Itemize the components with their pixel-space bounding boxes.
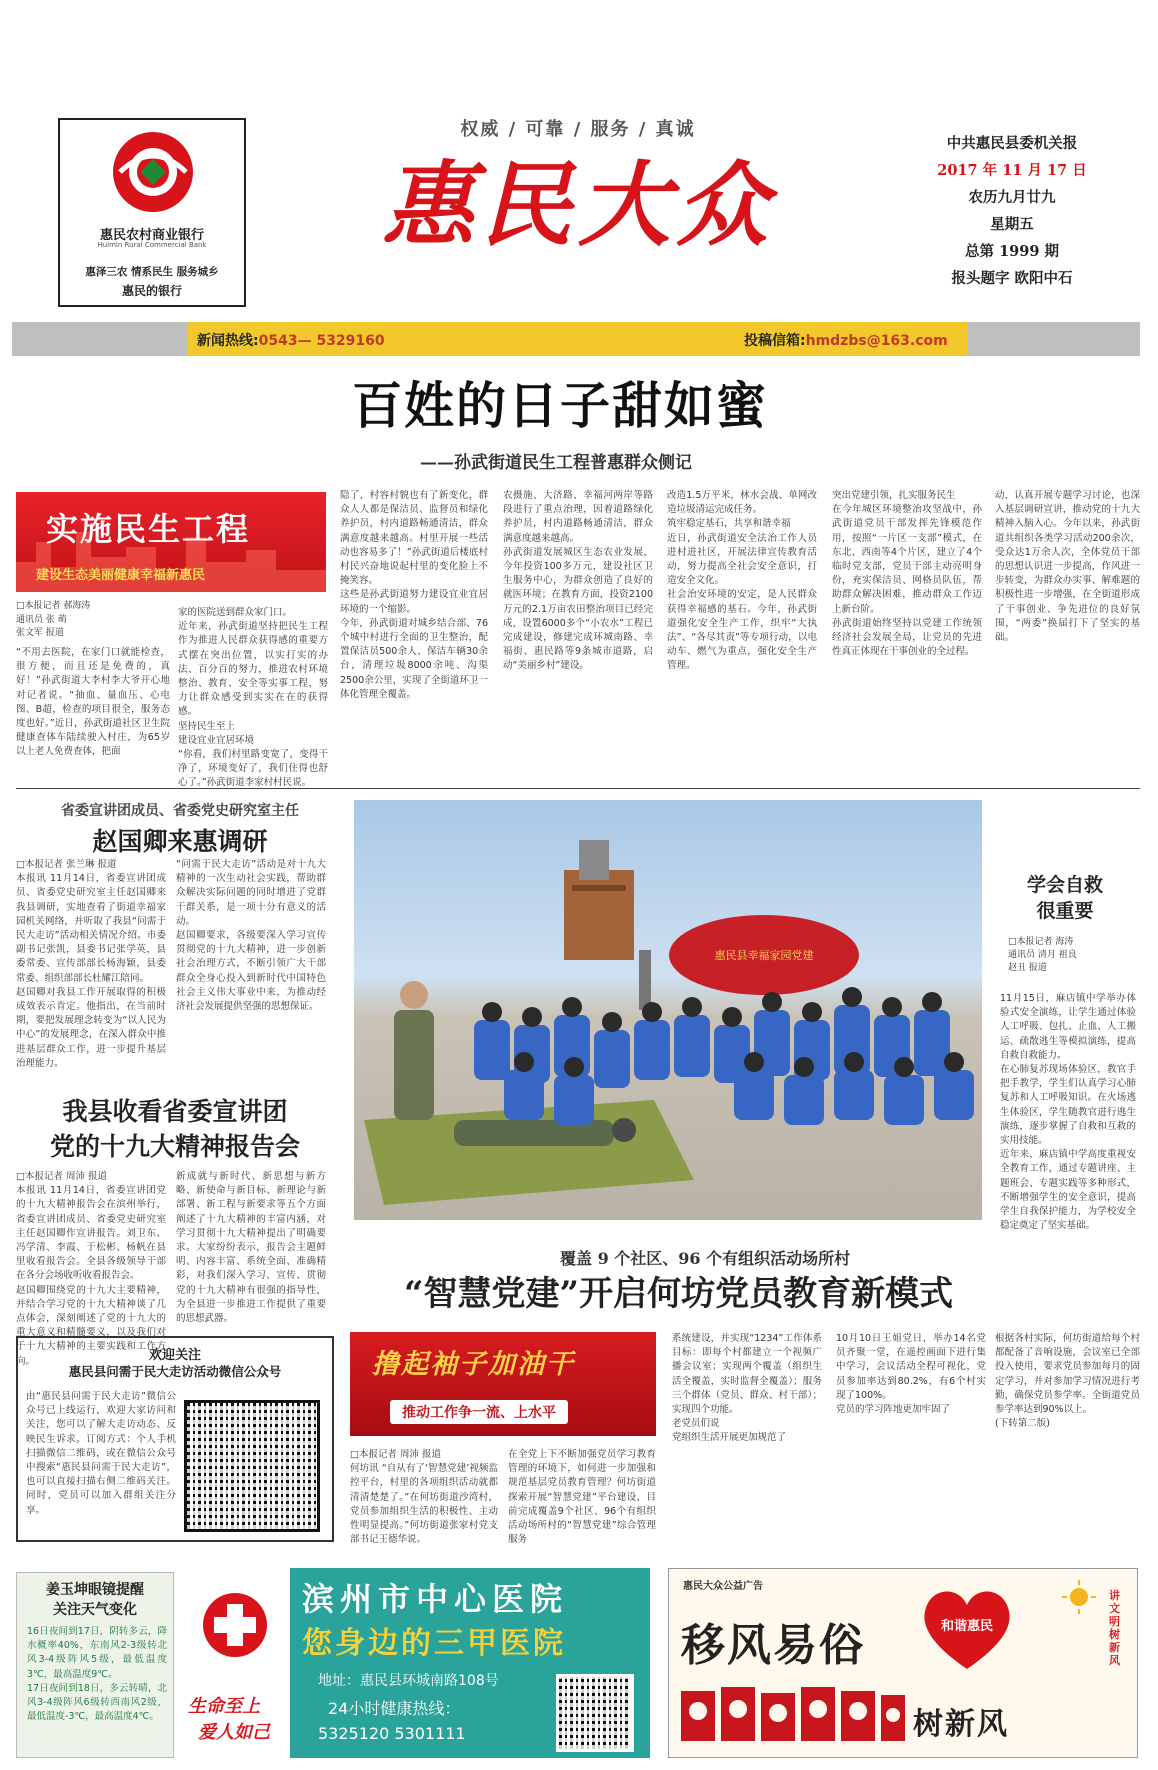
lead-col-5: 改造1.5万平米，林水会战、单网改造垃圾清运完成任务。 筑牢稳定基石，共享和谐幸福 近日，孙武街道安全法治工作人员进村进社区，开展法律宣传教育活动，努力提高全社会安全意识，打造安全文化。 社会治安环境的安定，是人民群众获得幸福感的基石。今年，孙武街道强化安全生产工作，织牢“大执法”、“各尽其责”等专项行动，以电动车、燃气为重点，强化安全生产管理。 [667, 490, 817, 672]
wechat-subtitle: 惠民县问需于民大走访活动微信公众号 [68, 1364, 282, 1379]
partybuild-banner-title: 撸起袖子加油干 [372, 1349, 575, 1380]
drill-scene-icon [354, 800, 982, 1220]
lead-headline: 百姓的日子甜如蜜 [352, 377, 768, 435]
email-address: hmdzbs@163.com [805, 333, 948, 349]
issue-line: 总第 1999 期 [965, 243, 1059, 260]
bank-name: 惠民农村商业银行 [99, 228, 204, 243]
hospital-name: 滨州市中心医院 [302, 1580, 569, 1618]
safety-byline: □本报记者 海涛 通讯员 清月 祖良 赵丑 报道 [1008, 937, 1077, 973]
partybuild-col-5: 根据各村实际，何坊街道给每个村都配备了音响设施，会议室已全部投入使用，要求党员参加每月的固定学习，并对参加学习情况进行考勤，确保党员参学率。全街道党员参学率达到90%以上。 (下转第二版) [995, 1333, 1140, 1430]
hospital-qr-code[interactable] [556, 1674, 634, 1752]
photo-caption-kicker: 覆盖 9 个社区、96 个有组织活动场所村 [560, 1249, 851, 1268]
lead-col-1: “不用去医院，在家门口就能检查，很方便，而且还是免费的，真好！”孙武街道大李村李大爷开心地对记者说。“抽血、量血压、心电图、B超，检查的项目很全，服务态度也好。”近日，孙武街道社区卫生院健康查体车陆续驶入村庄，为65岁以上老人免费查体，把面 [16, 647, 170, 758]
partybuild-headline: “智慧党建”开启何坊党员教育新模式 [404, 1274, 954, 1314]
sign-text: 惠民县幸福家园党建 [714, 949, 814, 962]
lead-subhead: ——孙武街道民生工程普惠群众侧记 [420, 453, 692, 473]
bank-slogan: 惠泽三农 情系民生 服务城乡 [85, 266, 219, 278]
wechat-title: 欢迎关注 [148, 1348, 201, 1363]
hospital-motto-2: 爱人如己 [198, 1722, 270, 1743]
watch-col-1: □本报记者 周沛 报道 本报讯 11月14日，省委宣讲团党的十九大精神报告会在滨州举行，省委宣讲团成员、省委党史研究室主任赵国卿作宣讲报告。刘卫东、冯学清、李霞、于松彬、杨帆在县里收看报告会。全县各级领导干部在各分会场收听收看报告会。 赵国卿围绕党的十九大主要精神，并结合学习党的十九大精神谈了几点体会，深刻阐述了党的十九大的重大意义和精髓要义，以及我们对于十九大精神的主要实践和工作方向。 [16, 1171, 166, 1367]
lead-banner-title: 实施民生工程 [46, 510, 251, 548]
safety-body: 11月15日，麻店镇中学举办体验式安全演练，让学生通过体验人工呼吸、包扎、止血、人工搬运、疏散逃生等模拟演练，提高自救自救能力。 在心肺复苏现场体验区，教官手把手教学，学生们认真学习心肺复苏和人工呼吸知识。在火场逃生体验区，学生随教官进行逃生演练，逐步掌握了自救和互救的实用技能。 近年来，麻店镇中学高度重视安全教育工作，通过专题讲座、主题班会、专题实践等多种形式，不断增强学生的安全意识，提高学生自我保护能力，为学校安全稳定奠定了坚实基础。 [1000, 993, 1136, 1232]
email-label: 投稿信箱: [744, 333, 806, 349]
bank-logo-icon [100, 130, 206, 218]
hospital-slogan: 您身边的三甲医院 [302, 1626, 566, 1661]
lead-col-4: 农摄施、大济路、幸福河两岸等路段进行了重点治理，因着道路绿化养护员，村内道路畅通清洁，群众满意度越来越高。 孙武街道发展城区生态农业发展，今年投资100多万元，建设社区卫生服务中心，为群众创造了良好的就医环境；在教育方面，投资2100万元的2.1万亩农田整治项目已经完成，设置6000多个“小农水”工程已完成建设，修建完成环城南路、幸福街、惠民路等9条城市道路，启动“美丽乡村”建设。 [503, 490, 653, 672]
hotline [197, 330, 385, 350]
lead-byline: □本报记者 郝海涛 通讯员 张 萌 张文军 报道 [16, 601, 91, 638]
hospital-phones: 5325120 5301111 [318, 1724, 466, 1743]
hotline-label: 新闻热线: [197, 333, 259, 349]
partybuild-col-4: 10月10日王姐党日，举办14名党员齐聚一堂，在遥控画面下进行集中学习，会议活动全程可视化，党员参加率达到80.2%，有6个村实现了100%。 党员的学习阵地更加牢固了 [836, 1333, 986, 1416]
public-ad-label: 惠民大众公益广告 [683, 1581, 763, 1592]
weekday-line: 星期五 [990, 216, 1034, 233]
sun-icon [1061, 1579, 1097, 1615]
partybuild-banner-sub: 推动工作争一流、上水平 [390, 1400, 568, 1424]
public-ad-big: 移风易俗 [681, 1620, 865, 1671]
hotline-bar [12, 322, 1140, 356]
papercut-border-icon [681, 1681, 907, 1747]
drill-photo [354, 800, 982, 1220]
visit-col-1: □本报记者 张兰琳 报道 本报讯 11月14日，省委宣讲团成员、省委党史研究室主任赵国卿来我县调研，实地查看了街道幸福家园机关网络，并听取了我县“问需于民大走访”活动相关情况介绍。市委副书记张凯，县委书记张学英，县委常委、宣传部部长杨海颖，县委常委、组织部部长杜耀江陪同。 赵国卿对我县工作开展取得的积极成效表示肯定。他指出，在当前时期，要把发展理念转变为“以人民为中心”的发展理念，在深入群众中推进基层群众工作，进一步提升基层治理能力。 [16, 859, 166, 1069]
lead-col-2: 家的医院送到群众家门口。 近年来，孙武街道坚持把民生工程作为推进人民群众获得感的重要方式摆在突出位置，以实打实的办法、百分百的努力，推进农村环境整治、教育、安全等实事工程，努力让群众感受到实实在在的获得感。 坚持民生至上 建设宜业宜居环境 “你看，我们村里路变宽了，变得干净了，环境变好了，我们住得也舒心了。”孙武街道李家村村民说。 [178, 607, 328, 789]
public-ad-sub: 树新风 [913, 1707, 1009, 1742]
bank-ad [58, 118, 246, 307]
weather-title: 姜玉坤眼镜提醒 [46, 1582, 144, 1598]
divider [16, 788, 1140, 789]
public-service-ad [668, 1568, 1138, 1758]
organ-line: 中共惠民县委机关报 [946, 135, 1078, 152]
paper-info [912, 130, 1112, 292]
wechat-body: 由“惠民县问需于民大走访”微信公众号已上线运行，欢迎大家访问和关注，您可以了解大走访动态、反映民生诉求。订阅方式：个人手机扫描微信二维码，或在微信公众号中搜索“惠民县问需于民大走访”，也可以直接扫描右侧二维码关注。同时，党员可以加入群组关注分享。 [26, 1391, 176, 1516]
weather-box [16, 1572, 174, 1758]
bank-name-en: Huimin Rural Commercial Bank [97, 241, 207, 249]
partybuild-banner [350, 1332, 656, 1436]
wechat-qr-code[interactable] [184, 1400, 320, 1532]
visit-col-2: “问需于民大走访”活动是对十九大精神的一次生动社会实践，帮助群众解决实际问题的同时增进了党群干群关系，是一项十分有意义的活动。 赵国卿要求，各级要深入学习宣传贯彻党的十九大精神，进一步创新社会治理方式，不断引领广大干部群众全身心投入到新时代中国特色社会主义伟大事业中来，为推动经济社会发展提供坚强的思想保证。 [176, 859, 326, 1013]
visit-kicker: 省委宣讲团成员、省委党史研究室主任 [61, 803, 299, 819]
paper-title: 惠民大众 [381, 151, 774, 259]
hotline-number: 0543— 5329160 [258, 333, 385, 349]
lead-banner-sub: 建设生态美丽健康幸福新惠民 [36, 568, 206, 583]
lead-banner [16, 492, 326, 592]
lead-col-6: 突出党建引领，扎实服务民生 在今年城区环境整治攻坚战中，孙武街道党员干部发挥先锋模范作用，按照“一片区一支部”模式，在东北、西南等4个片区，建立了4个临时党支部，党员干部主动亮明身份，充实保洁员、网格员队伍，帮助群众解决困难，推动群众工作迈上新台阶。 孙武街道始终坚持以党建工作统领经济社会发展全局，让党员的先进性真正体现在干事创业的全过程。 [832, 490, 982, 658]
hospital-motto-1: 生命至上 [188, 1696, 260, 1717]
lead-col-3: 隐了，村容村貌也有了新变化，群众人人都是保洁员、监督员和绿化养护员，村内道路畅通清洁，群众满意度越来越高。村里开展一些活动也容易多了！”孙武街道后楼底村村民兴奋地说起村里的变化脸上不掩笑容。 这些是孙武街道努力建设宜业宜居环境的一个缩影。 今年，孙武街道对城乡结合部、76个城中村进行全面的卫生整治，配置保洁员500余人、保洁车辆30余台，清理垃圾8000余吨、沟渠2500余公里，实现了全街道环卫一体化管理全覆盖。 [340, 490, 488, 700]
partybuild-col-1: □本报记者 周沛 报道 何坊讯 “自从有了‘智慧党建’视频监控平台，村里的各项组织活动就都清清楚楚了。”在何坊街道沙湾村，党员参加组织生活的积极性、主动性明显提高。”何坊街道张家村党支部书记王德华说。 [350, 1449, 498, 1546]
lead-col-7: 动，认真开展专题学习讨论，也深入基层调研宣讲，推动党的十九大精神入脑入心。今年以来，孙武街道共组织各类学习活动200余次，受众达1万余人次，全体党员干部的思想认识进一步提高，作风进一步转变，为群众办实事、解难题的积极性进一步增强，在全街道形成了干事创业、争先进位的良好氛围，“两委”换届打下了坚实的基础。 [995, 490, 1140, 644]
email [744, 330, 948, 350]
partybuild-col-3: 系统建设，并实现“1234”工作体系目标：即每个村都建立一个视频广播会议室；实现两个覆盖（组织生活全覆盖，实时监督全覆盖）；服务三个群体（党员、群众、村干部）；实现四个功能。 老党员们说 党组织生活开展更加规范了 [672, 1333, 822, 1444]
date-line: 2017 年 11 月 17 日 [937, 162, 1087, 179]
paper-motto: 权威 / 可靠 / 服务 / 真诚 [460, 119, 696, 140]
safety-headline: 学会自救 很重要 [1026, 874, 1103, 922]
partybuild-col-2: 在全党上下不断加强党员学习教育管理的环境下，如何进一步加强和规范基层党员教育管理？何坊街道探索开展“智慧党建”平台建设，目前完成覆盖9个社区、96个有组织活动场所村的“智慧党建”综合管理服务 [508, 1449, 656, 1546]
wechat-box [16, 1336, 334, 1542]
lunar-line: 农历九月廿九 [968, 189, 1056, 206]
bank-tagline: 惠民的银行 [121, 284, 182, 298]
calligraphy-credit: 报头题字 欧阳中石 [951, 270, 1073, 287]
weather-body: 16日夜间到17日，阴转多云，降水概率40%，东南风2-3级转北风3-4级阵风5级，最低温度3℃，最高温度9℃。 17日夜间到18日，多云转晴，北风3-4级阵风6级转西南风2级，最低温度-3℃，最高温度4℃。 [27, 1626, 167, 1723]
public-ad-side: 讲文明 树新风 [1109, 1589, 1120, 1667]
visit-headline: 赵国卿来惠调研 [92, 827, 268, 856]
watch-headline: 我县收看省委宣讲团 党的十九大精神报告会 [49, 1097, 300, 1161]
hospital-hotline-label: 24小时健康热线： [328, 1699, 461, 1718]
hospital-ad [178, 1568, 650, 1758]
hospital-cross-icon [200, 1590, 270, 1660]
hospital-address: 地址：惠民县环城南路108号 [318, 1673, 499, 1689]
watch-col-2: 新成就与新时代、新思想与新方略、新使命与新目标、新理论与新部署、新工程与新要求等五个方面阐述了十九大精神的丰富内涵，对学习贯彻十九大精神提出了明确要求。大家纷纷表示，报告会主题鲜明、内容丰富、系统全面、准确精彩，对我们深入学习、宣传、贯彻党的十九大精神有很强的指导性，为全县进一步推进工作提供了重要的思想武器。 [176, 1171, 326, 1325]
heart-emblem-text: 和谐惠民 [940, 1619, 993, 1634]
weather-subtitle: 关注天气变化 [53, 1602, 137, 1618]
